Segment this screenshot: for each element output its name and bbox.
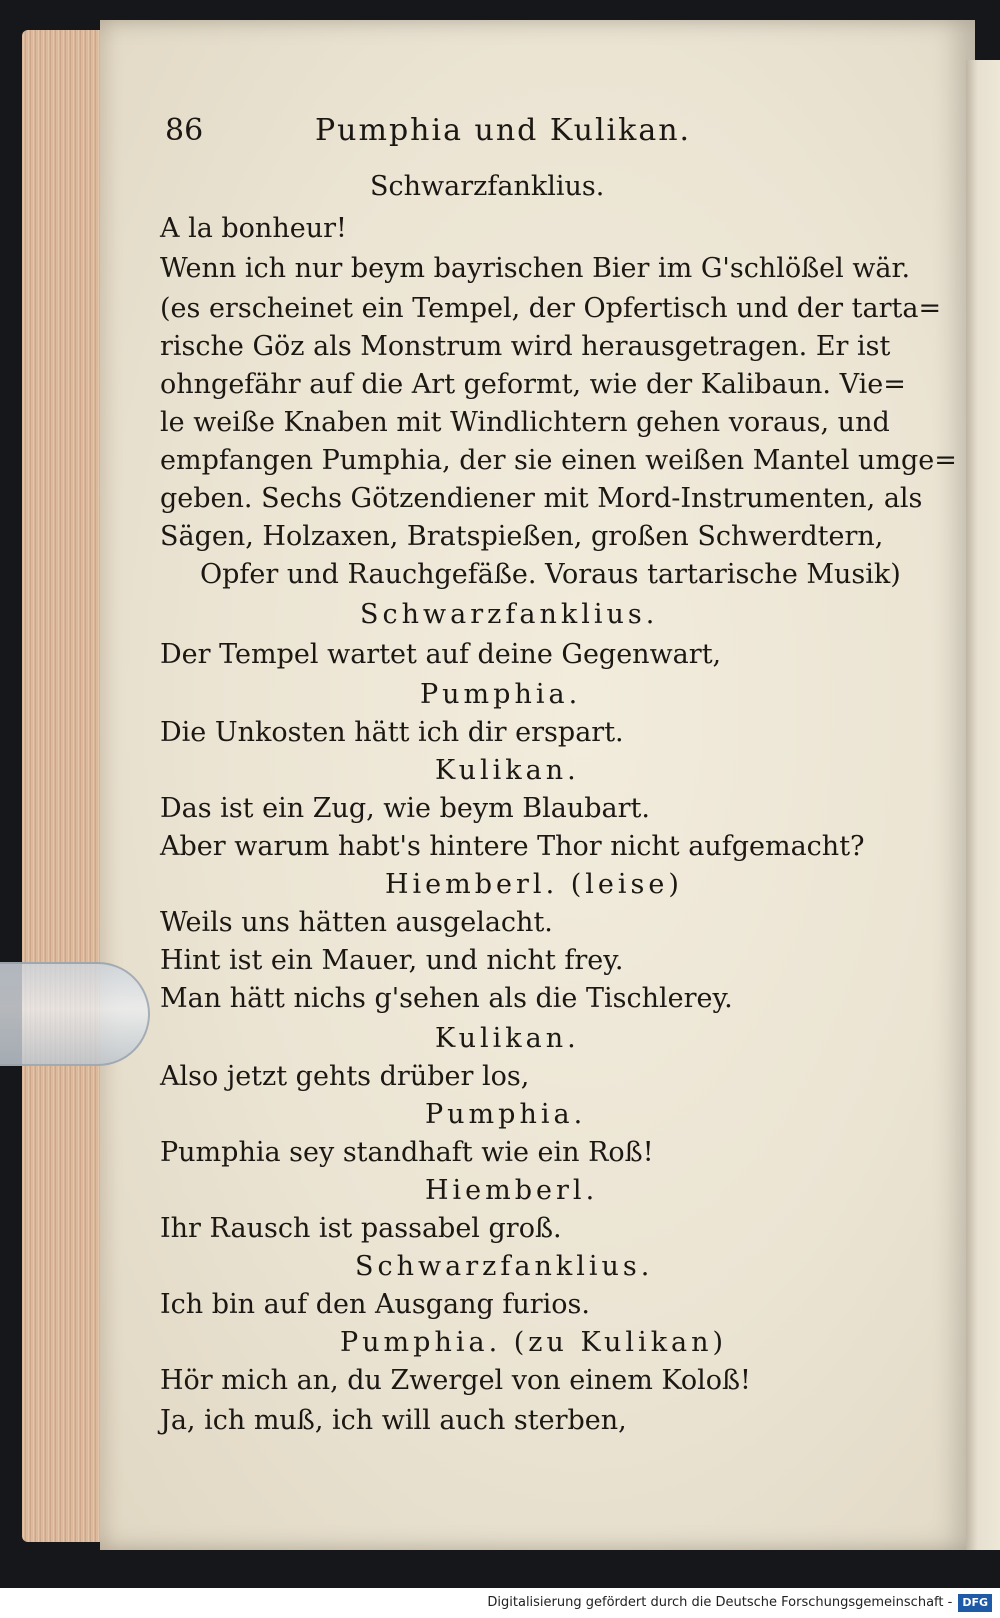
text-line: A la bonheur! (160, 213, 347, 244)
text-line: Ich bin auf den Ausgang furios. (160, 1289, 590, 1320)
text-line: Hör mich an, du Zwergel von einem Koloß! (160, 1365, 751, 1396)
speaker-name: Kulikan. (435, 1023, 580, 1054)
page-holder-clip (0, 962, 150, 1066)
dfg-logo: DFG (958, 1594, 992, 1612)
text-line: Das ist ein Zug, wie beym Blaubart. (160, 793, 650, 824)
running-head-title: Pumphia und Kulikan. (315, 113, 692, 148)
page-block-edge (22, 30, 108, 1542)
text-line: Hint ist ein Mauer, und nicht frey. (160, 945, 624, 976)
text-line: Pumphia sey standhaft wie ein Roß! (160, 1137, 654, 1168)
speaker-name: Pumphia. (420, 679, 582, 710)
speaker-name: Hiemberl. (425, 1175, 599, 1206)
speaker-name: Schwarzfanklius. (360, 599, 659, 630)
text-line: geben. Sechs Götzendiener mit Mord-Instrumenten, als (160, 483, 923, 514)
text-line: rische Göz als Monstrum wird herausgetragen. Er ist (160, 331, 891, 362)
speaker-name: Pumphia. (425, 1099, 587, 1130)
footer-credit: Digitalisierung gefördert durch die Deutsche Forschungsgemeinschaft - (487, 1595, 953, 1610)
text-line: Ihr Rausch ist passabel groß. (160, 1213, 562, 1244)
text-line: le weiße Knaben mit Windlichtern gehen voraus, und (160, 407, 890, 438)
text-line: Man hätt nichs g'sehen als die Tischlerey. (160, 983, 733, 1014)
digitization-footer (0, 1588, 1000, 1618)
facing-page-edge (966, 60, 1000, 1550)
page-number: 86 (165, 113, 204, 148)
speaker-name: Pumphia. (zu Kulikan) (340, 1327, 728, 1358)
text-line: empfangen Pumphia, der sie einen weißen Mantel umge= (160, 445, 957, 476)
text-line: Der Tempel wartet auf deine Gegenwart, (160, 639, 722, 670)
text-line: ohngefähr auf die Art geformt, wie der Kalibaun. Vie= (160, 369, 906, 400)
text-line: Opfer und Rauchgefäße. Voraus tartarische Musik) (200, 559, 901, 590)
text-line: Weils uns hätten ausgelacht. (160, 907, 553, 938)
text-line: Schwarzfanklius. (370, 171, 605, 202)
speaker-name: Kulikan. (435, 755, 580, 786)
text-line: Wenn ich nur beym bayrischen Bier im G'schlößel wär. (160, 253, 911, 284)
text-line: Sägen, Holzaxen, Bratspießen, großen Schwerdtern, (160, 521, 884, 552)
speaker-name: Schwarzfanklius. (355, 1251, 654, 1282)
text-line: (es erscheinet ein Tempel, der Opfertisch und der tarta= (160, 293, 942, 324)
speaker-name: Hiemberl. (leise) (385, 869, 683, 900)
text-line: Aber warum habt's hintere Thor nicht aufgemacht? (160, 831, 865, 862)
text-line: Die Unkosten hätt ich dir erspart. (160, 717, 624, 748)
text-line: Ja, ich muß, ich will auch sterben, (160, 1405, 627, 1436)
text-line: Also jetzt gehts drüber los, (160, 1061, 530, 1092)
